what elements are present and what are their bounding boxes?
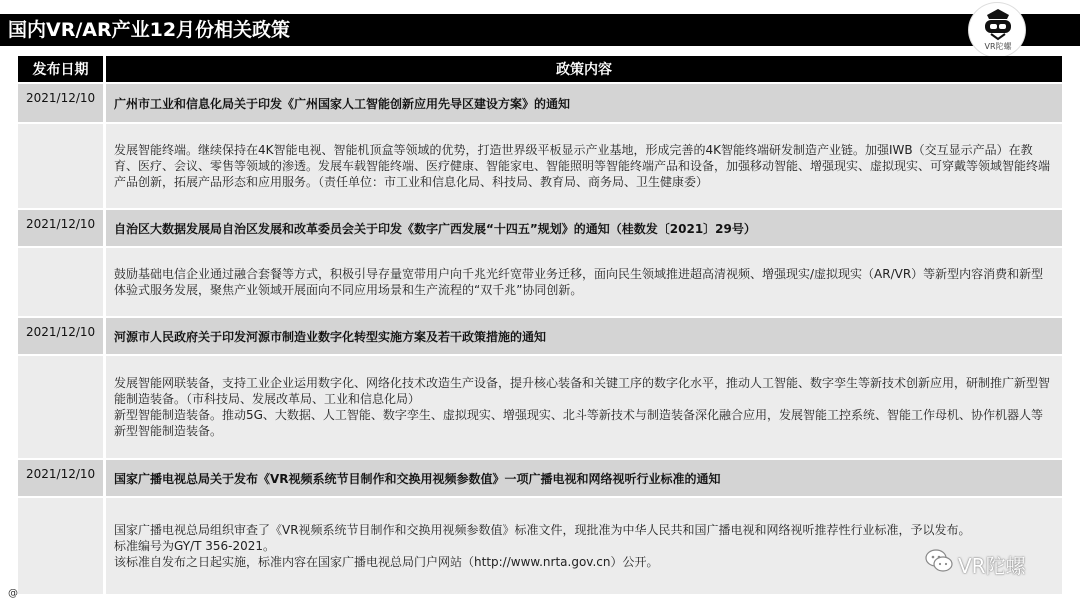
- publish-date: 2021/12/10: [18, 82, 106, 122]
- policy-title-row: [18, 82, 1062, 122]
- policy-body-text: 发展智能终端。继续保持在4K智能电视、智能机顶盒等领域的优势，打造世界级平板显示产业基地，形成完善的4K智能终端研发制造产业链。加强IWB（交互显示产品）在教育、医疗、会议、零售等领域的渗透。发展车载智能终端、医疗健康、智能家电、智能照明等智能终端产品和设备，加强移动智能、增强现实、虚拟现实、可穿戴等领域智能终端产品创新，拓展产品形态和应用服务。（责任单位：市工业和信息化局、科技局、教育局、商务局、卫生健康委）: [114, 143, 1051, 189]
- publish-date: 2021/12/10: [18, 208, 106, 246]
- date-spacer: [18, 122, 106, 208]
- corner-mark: @: [8, 588, 18, 599]
- policy-body-text: 发展智能网联装备，支持工业企业运用数字化、网络化技术改造生产设备，提升核心装备和关键工序的数字化水平，推动人工智能、数字孪生等新技术创新应用，研制推广新型智能制造装备。（市科技局、发展改革局、工业和信息化局）: [114, 376, 1051, 406]
- policy-body: [106, 496, 1062, 594]
- vr-tuoluo-logo: [968, 2, 1026, 58]
- policy-body: [106, 122, 1062, 208]
- policy-title-row: [18, 316, 1062, 354]
- policy-table: [18, 56, 1062, 594]
- policy-body: [106, 354, 1062, 458]
- policy-body-text: 新型智能制造装备。推动5G、大数据、人工智能、数字孪生、虚拟现实、增强现实、北斗等新技术与制造装备深化融合应用，发展智能工控系统、智能工作母机、协作机器人等新型智能制造装备。: [114, 408, 1043, 438]
- policy-title: 河源市人民政府关于印发河源市制造业数字化转型实施方案及若干政策措施的通知: [106, 316, 1062, 354]
- publish-date: 2021/12/10: [18, 458, 106, 496]
- policy-body-row: [18, 354, 1062, 458]
- policy-body-row: [18, 246, 1062, 316]
- publish-date: 2021/12/10: [18, 316, 106, 354]
- header-content: 政策内容: [106, 56, 1062, 82]
- title-bar: [0, 14, 1080, 46]
- policy-title-row: [18, 458, 1062, 496]
- watermark-text: VR陀螺: [958, 554, 1026, 578]
- table-header-row: [18, 56, 1062, 82]
- policy-body-row: [18, 122, 1062, 208]
- date-spacer: [18, 496, 106, 594]
- header-date: 发布日期: [18, 56, 106, 82]
- date-spacer: [18, 246, 106, 316]
- date-spacer: [18, 354, 106, 458]
- logo-text: VR陀螺: [984, 42, 1012, 51]
- policy-title: 自治区大数据发展局自治区发展和改革委员会关于印发《数字广西发展“十四五”规划》的通知（桂数发〔2021〕29号）: [106, 208, 1062, 246]
- wechat-icon: [924, 546, 954, 576]
- policy-title-row: [18, 208, 1062, 246]
- policy-body-text: 标准编号为GY/T 356-2021。: [114, 539, 275, 553]
- policy-title: 广州市工业和信息化局关于印发《广州国家人工智能创新应用先导区建设方案》的通知: [106, 82, 1062, 122]
- policy-body-text: 鼓励基础电信企业通过融合套餐等方式，积极引导存量宽带用户向千兆光纤宽带业务迁移，面向民生领域推进超高清视频、增强现实/虚拟现实（AR/VR）等新型内容消费和新型体验式服务发展，聚焦产业领域开展面向不同应用场景和生产流程的“双千兆”协同创新。: [114, 267, 1044, 297]
- policy-body-row: [18, 496, 1062, 594]
- policy-body-text: 该标准自发布之日起实施，标准内容在国家广播电视总局门户网站（http://www.nrta.gov.cn）公开。: [114, 555, 659, 569]
- policy-body: [106, 246, 1062, 316]
- page-title: 国内VR/AR产业12月份相关政策: [8, 19, 291, 41]
- policy-title: 国家广播电视总局关于发布《VR视频系统节目制作和交换用视频参数值》一项广播电视和网络视听行业标准的通知: [106, 458, 1062, 496]
- policy-body-text: 国家广播电视总局组织审查了《VR视频系统节目制作和交换用视频参数值》标准文件，现批准为中华人民共和国广播电视和网络视听推荐性行业标准，予以发布。: [114, 523, 971, 537]
